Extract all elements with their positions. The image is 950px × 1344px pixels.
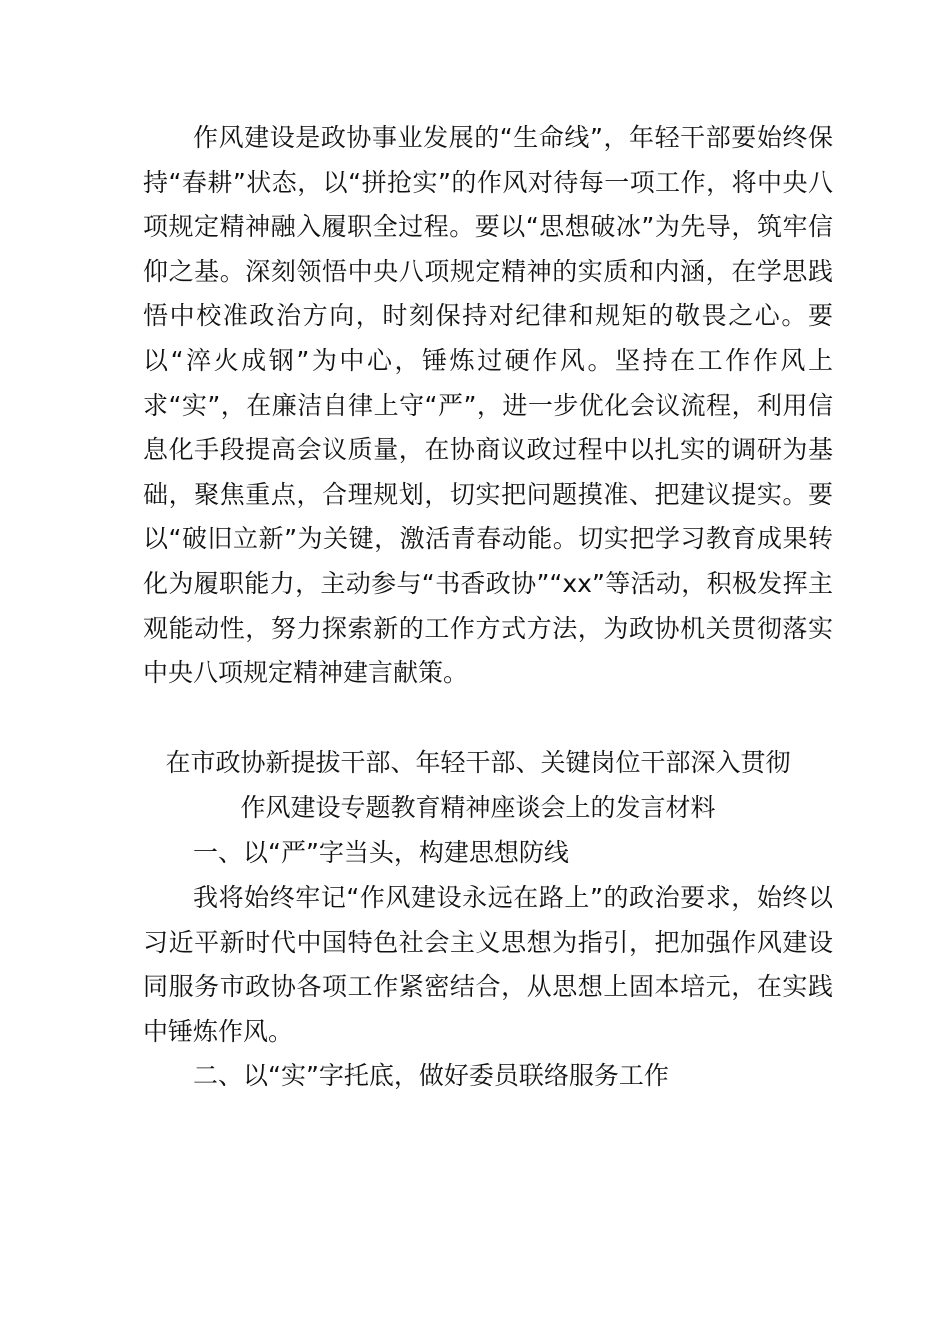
body-paragraph-1: 作风建设是政协事业发展的“生命线”，年轻干部要始终保持“春耕”状态，以“拼抢实”的作风对待每一项工作，将中央八项规定精神融入履职全过程。要以“思想破冰”为先导，筑牢信仰之基。深刻领悟中央八项规定精神的实质和内涵，在学思践悟中校准政治方向，时刻保持对纪律和规矩的敬畏之心。要以“淬火成钢”为中心，锤炼过硬作风。坚持在工作作风上求“实”，在廉洁自律上守“严”，进一步优化会议流程，利用信息化手段提高会议质量，在协商议政过程中以扎实的调研为基础，聚焦重点，合理规划，切实把问题摸准、把建议提实。要以“破旧立新”为关键，激活青春动能。切实把学习教育成果转化为履职能力，主动参与“书香政协”“xx”等活动，积极发挥主观能动性，努力探索新的工作方式方法，为政协机关贯彻落实中央八项规定精神建言献策。 (143, 123, 833, 688)
section-heading-2: 二、以“实”字托底，做好委员联络服务工作 (193, 1061, 669, 1090)
speech-title-line-1: 在市政协新提拔干部、年轻干部、关键岗位干部深入贯彻 (165, 748, 791, 777)
speech-title-line-2: 作风建设专题教育精神座谈会上的发言材料 (240, 793, 716, 822)
body-paragraph-2: 我将始终牢记“作风建设永远在路上”的政治要求，始终以习近平新时代中国特色社会主义思想为指引，把加强作风建设同服务市政协各项工作紧密结合，从思想上固本培元，在实践中锤炼作风。 (143, 883, 833, 1046)
section-heading-1: 一、以“严”字当头，构建思想防线 (193, 838, 569, 867)
